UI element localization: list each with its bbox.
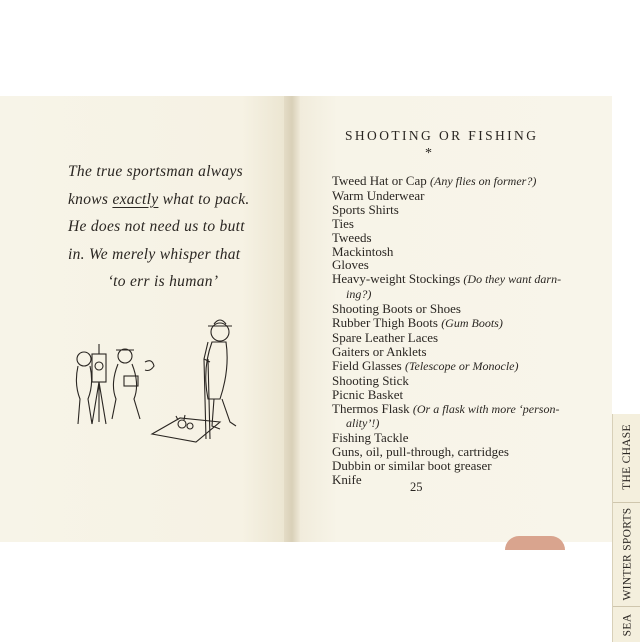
item-note: ality’!) [346,416,380,431]
list-item [332,302,602,316]
item-text: Warm Underwear [332,187,425,203]
item-text: Tweeds [332,229,372,245]
item-text: Gloves [332,257,369,273]
tab-label: SEA [620,613,633,637]
thumb [505,536,565,550]
tab-divider [613,502,640,503]
item-note: (Any flies on former?) [430,174,537,188]
item-text: Knife [332,472,362,488]
tab-label: WINTER SPORTS [621,507,634,601]
left-page [0,96,284,542]
list-item [332,431,602,445]
list-item [332,445,602,459]
caption-fragment: what to pack. [158,190,250,208]
list-item [332,316,602,331]
tab-winter-sports[interactable] [613,504,640,604]
list-item [332,345,602,359]
list-item [332,359,602,374]
list-item [332,402,602,417]
item-text: Field Glasses [332,357,405,373]
item-text: Heavy-weight Stockings [332,271,464,287]
thumb-index-tabs [612,414,640,642]
list-item [332,388,602,402]
list-item [332,258,602,272]
tab-the-chase[interactable] [613,414,640,500]
item-text: Picnic Basket [332,386,404,402]
item-text: Fishing Tackle [332,430,409,446]
list-item [332,174,602,189]
item-text: Guns, oil, pull-through, cartridges [332,444,509,460]
page-title: SHOOTING OR FISHING [345,128,539,143]
packing-list [332,174,602,487]
item-note: (Or a flask with more ‘person- [412,401,560,416]
item-text: Tweed Hat or Cap [332,173,431,188]
list-item [332,189,602,203]
list-item [332,374,602,388]
tab-sea[interactable] [613,608,640,642]
item-note: (Do they want darn- [463,272,562,287]
item-text: Spare Leather Laces [332,329,439,345]
caption-line: He does not need us to butt [68,218,245,236]
tab-label: THE CHASE [621,424,634,490]
caption-line: The true sportsman always [68,163,243,180]
list-item [332,473,602,487]
list-item [332,459,602,473]
item-text: Sports Shirts [332,201,399,217]
item-text: Mackintosh [332,243,394,259]
item-text: Rubber Thigh Boots [332,315,442,331]
item-note: ing?) [346,287,372,302]
item-text: Shooting Stick [332,372,409,388]
list-item [332,245,602,259]
caption-line [68,186,278,214]
list-item-continuation [332,416,602,431]
list-item [332,203,602,217]
caption-line: ‘to err is human’ [107,273,219,291]
item-note: (Telescope or Monocle) [404,358,519,373]
caption-fragment: knows [68,190,113,208]
sportsmen-illustration [70,314,270,449]
page-number: 25 [410,480,423,494]
item-text: Shooting Boots or Shoes [332,301,461,317]
list-item-continuation [332,287,602,302]
item-text: Gaiters or Anklets [332,343,427,359]
item-text: Thermos Flask [332,400,413,416]
item-text: Ties [332,215,354,231]
caption-line: in. We merely whisper that [68,245,241,263]
item-text: Dubbin or similar boot greaser [332,458,492,474]
ornament: * [425,146,432,161]
item-note: (Gum Boots) [441,316,503,331]
list-item [332,272,602,287]
list-item [332,331,602,345]
book-gutter [284,96,300,542]
underlined-word: exactly [112,190,159,208]
caption-text [68,158,278,296]
list-item [332,217,602,231]
tab-divider [613,606,640,607]
list-item [332,231,602,245]
